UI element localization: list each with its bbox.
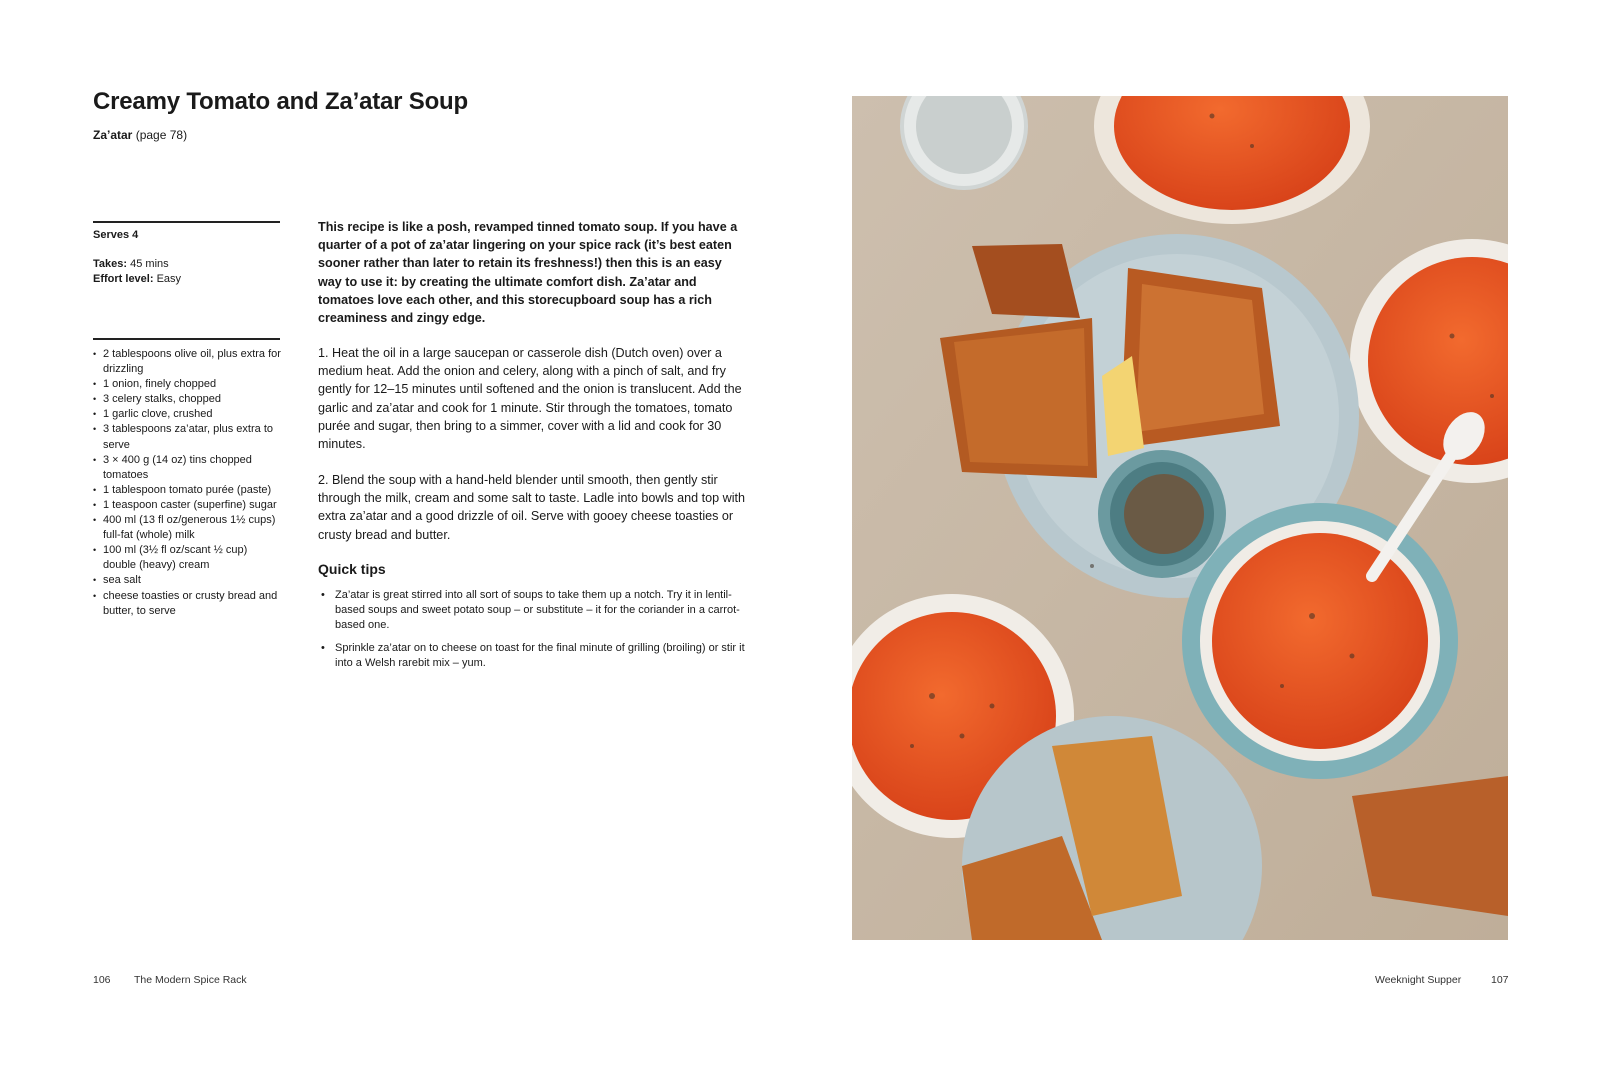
ingredient-item: • 3 tablespoons za’atar, plus extra to serve — [93, 422, 283, 452]
spice-reference-page: (page 78) — [135, 128, 188, 142]
method-step-2: 2. Blend the soup with a hand-held blender until smooth, then gently stir through the milk, cream and some salt to taste. Ladle into bowls and top with extra za’atar and a good drizzle of oil. Serve with gooey cheese toasties or crusty bread and butter. — [318, 473, 746, 542]
serves: Serves 4 — [93, 229, 139, 241]
takes-value: 45 mins — [130, 258, 169, 270]
ingredient-item: • 400 ml (13 fl oz/generous 1½ cups) full-fat (whole) milk — [93, 513, 283, 543]
spice-reference — [93, 128, 187, 142]
recipe-photo — [852, 96, 1508, 940]
left-page-number: 106 — [93, 974, 111, 986]
quick-tip-item: • Sprinkle za’atar on to cheese on toast for the final minute of grilling (broiling) or stir it into a Welsh rarebit mix – yum. — [318, 641, 758, 671]
effort-value: Easy — [156, 273, 182, 285]
quick-tips-heading: Quick tips — [318, 561, 386, 577]
right-section-title: Weeknight Supper — [1375, 974, 1462, 986]
recipe-photo-illustration — [852, 96, 1508, 940]
ingredient-item: • cheese toasties or crusty bread and butter, to serve — [93, 589, 283, 619]
ingredient-item: • 1 onion, finely chopped — [93, 377, 283, 392]
ingredients-list — [93, 347, 283, 619]
effort-level — [93, 272, 283, 287]
ingredient-item: • 3 × 400 g (14 oz) tins chopped tomatoes — [93, 453, 283, 483]
recipe-title: Creamy Tomato and Za’atar Soup — [93, 88, 468, 115]
takes — [93, 257, 283, 272]
quick-tip-item: • Za’atar is great stirred into all sort of soups to take them up a notch. Try it in lentil-based soups and sweet potato soup – or substitute – it for the coriander in a carrot-based one. — [318, 588, 758, 634]
ingredient-item: • 1 garlic clove, crushed — [93, 407, 283, 422]
quick-tips-list — [318, 588, 758, 671]
effort-label: Effort level: — [93, 273, 154, 285]
method-step-1: 1. Heat the oil in a large saucepan or casserole dish (Dutch oven) over a medium heat. Add the onion and celery, along with a pinch of salt, and fry gently for 12–15 minutes until softened and the onion is translucent. Add the garlic and za’atar and cook for 1 minute. Stir through the tomatoes, tomato purée and sugar, then bring to a simmer, cover with a lid and cook for 30 minutes. — [318, 346, 742, 452]
spice-reference-name: Za’atar — [93, 128, 133, 142]
ingredients-divider — [93, 338, 280, 340]
left-book-title: The Modern Spice Rack — [134, 974, 247, 986]
right-page-number: 107 — [1491, 974, 1509, 986]
ingredient-item: • 2 tablespoons olive oil, plus extra for drizzling — [93, 347, 283, 377]
ingredient-item: • 3 celery stalks, chopped — [93, 392, 283, 407]
ingredient-item: • 1 teaspoon caster (superfine) sugar — [93, 498, 283, 513]
meta-divider — [93, 221, 280, 223]
ingredient-item: • sea salt — [93, 573, 283, 588]
toastie-bottom-right — [1352, 776, 1508, 916]
zaatar-dish — [1098, 450, 1226, 578]
recipe-intro: This recipe is like a posh, revamped tinned tomato soup. If you have a quarter of a pot of za’atar lingering on your spice rack (it’s best eaten sooner rather than later to retain its freshness!) then this is an easy way to use it: by creating the ultimate comfort dish. Za’atar and tomatoes love each other, and this storecupboard soup has a rich creaminess and zingy edge. — [318, 220, 738, 326]
takes-label: Takes: — [93, 258, 128, 270]
ingredient-item: • 1 tablespoon tomato purée (paste) — [93, 483, 283, 498]
recipe-meta — [93, 228, 283, 287]
ingredient-item: • 100 ml (3½ fl oz/scant ½ cup) double (heavy) cream — [93, 543, 283, 573]
